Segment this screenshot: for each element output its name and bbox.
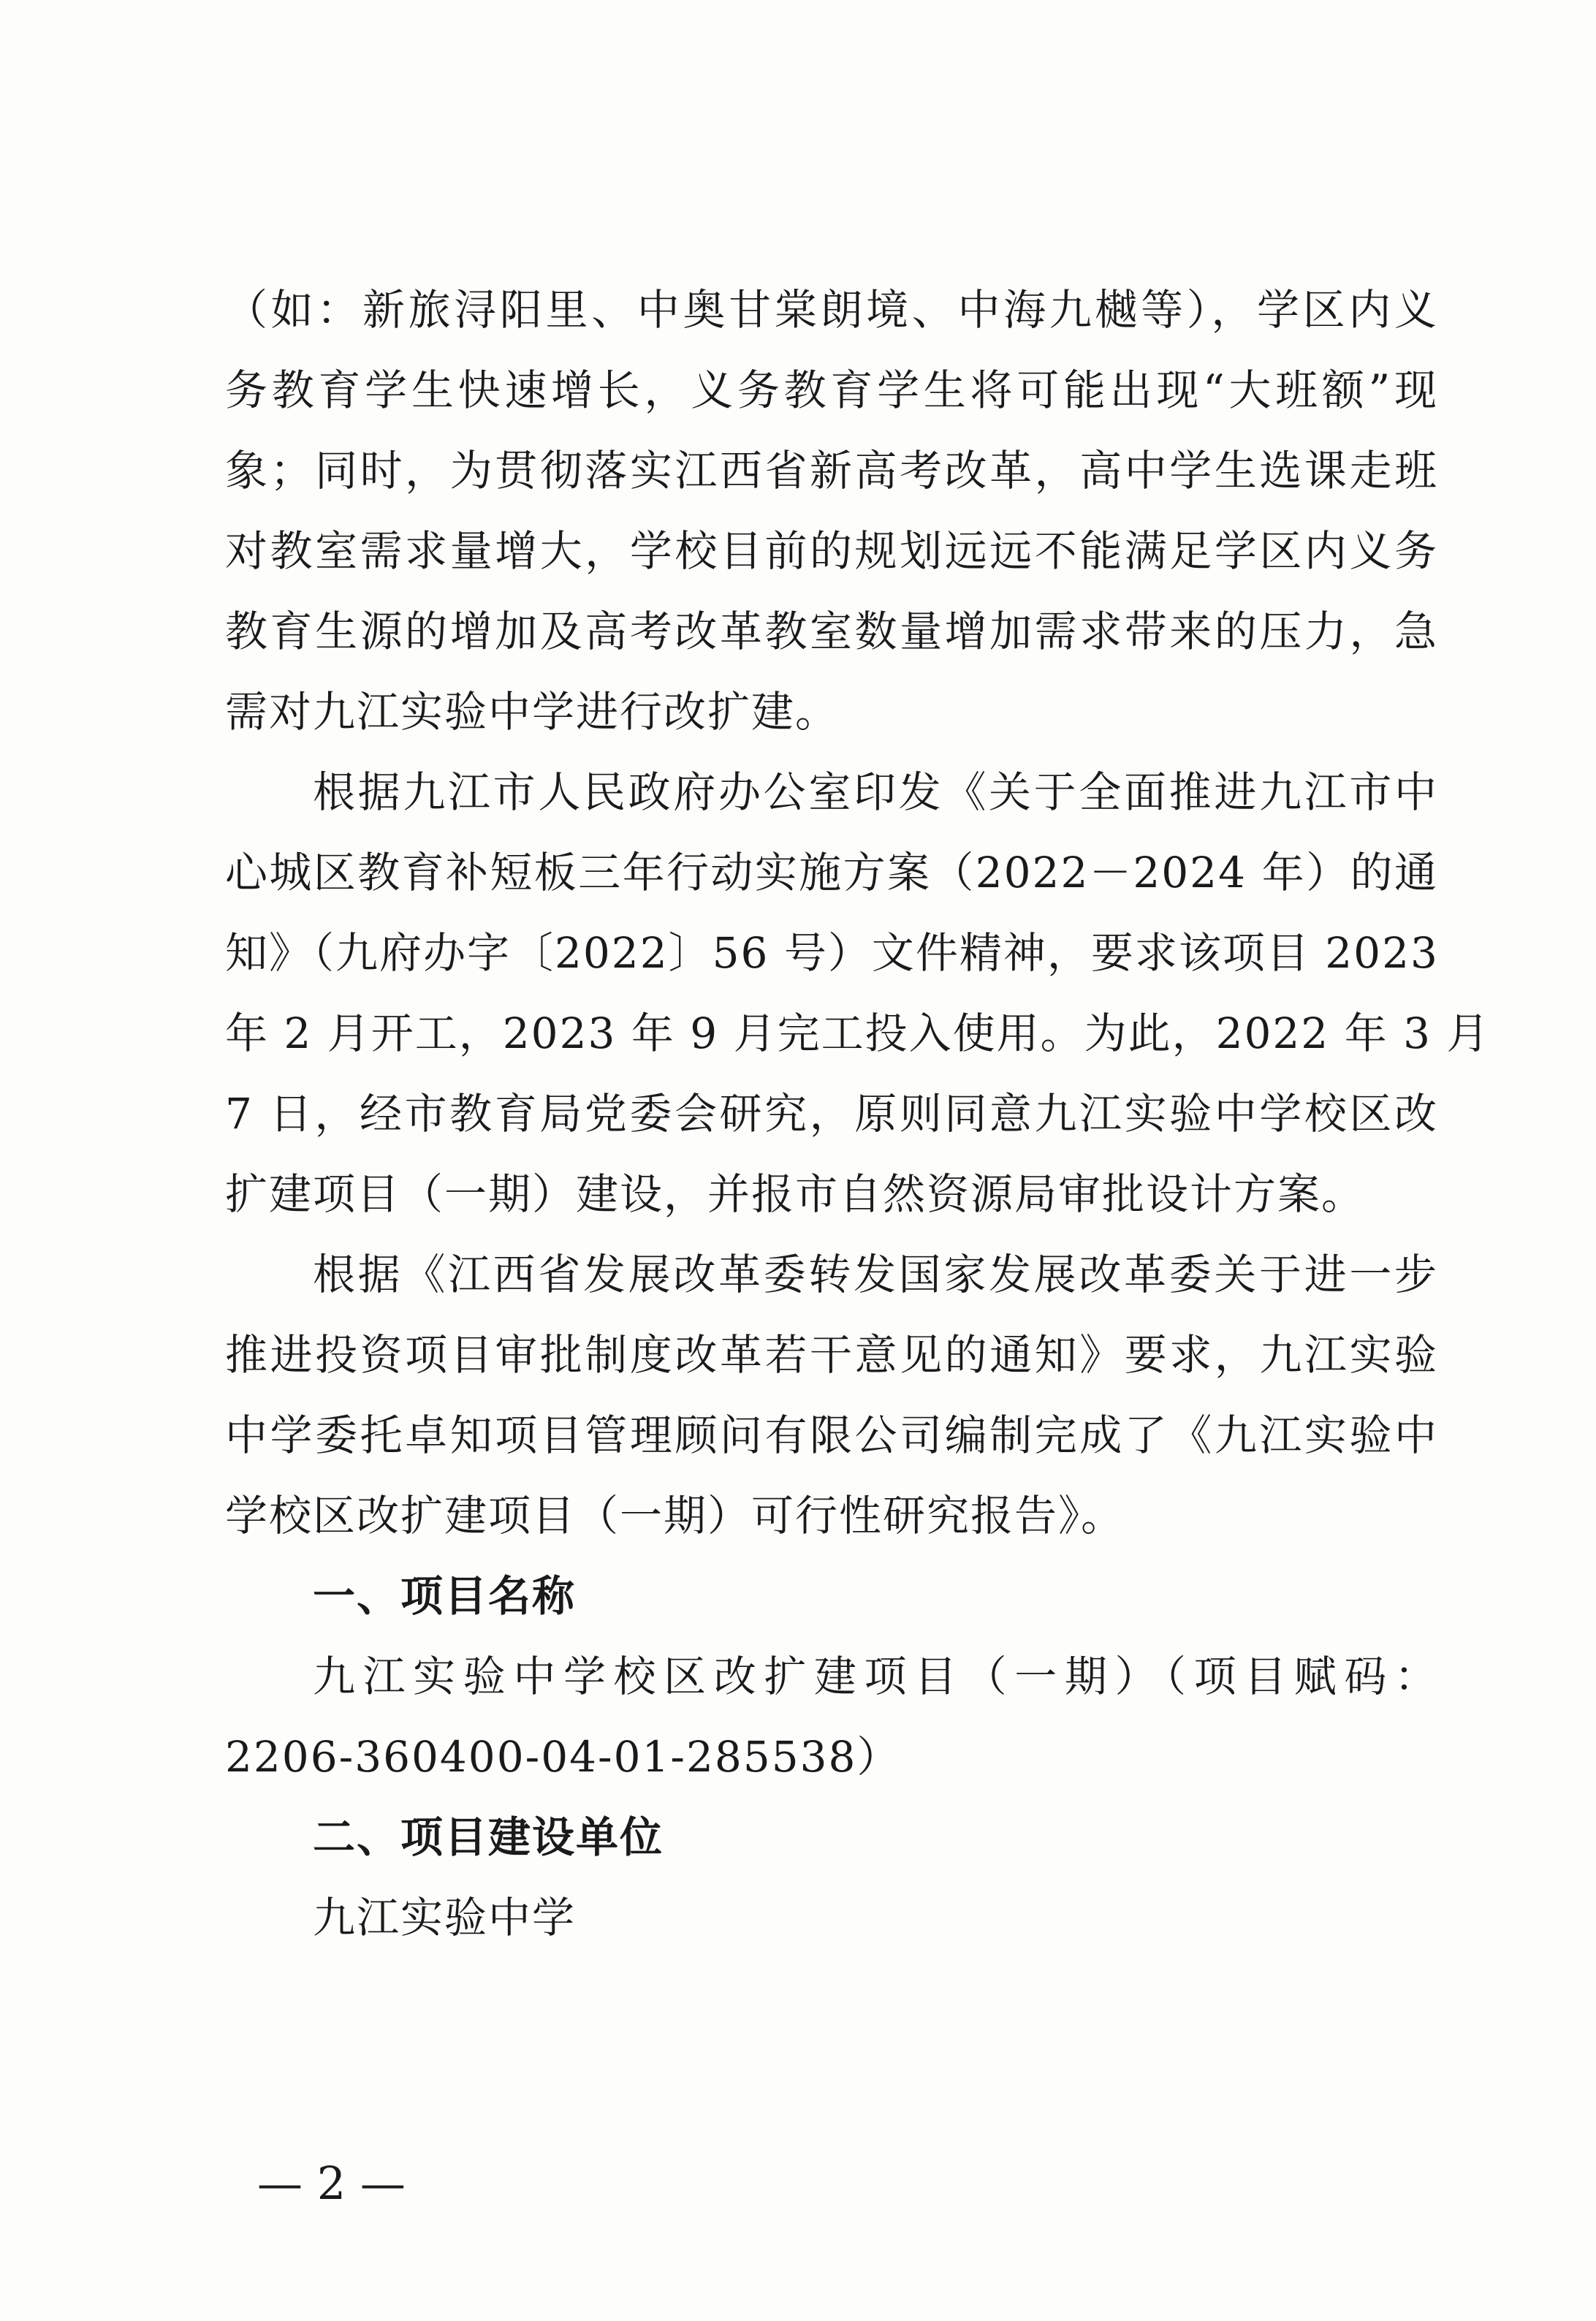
paragraph-line: 2206-360400-04-01-285538） xyxy=(225,1732,901,1782)
page-number: — 2 — xyxy=(257,2157,406,2210)
paragraph-line: 需对九江实验中学进行改扩建。 xyxy=(225,687,840,737)
paragraph-line: 九江实验中学校区改扩建项目（一期）（项目赋码： xyxy=(313,1652,1438,1701)
paragraph-line: 年 2 月开工，2023 年 9 月完工投入使用。为此，2022 年 3 月 xyxy=(225,1008,1491,1058)
paragraph-line: 象；同时，为贯彻落实江西省新高考改革，高中学生选课走班 xyxy=(225,446,1438,495)
paragraph-line: 推进投资项目审批制度改革若干意见的通知》要求，九江实验 xyxy=(225,1330,1438,1380)
paragraph-line: 扩建项目（一期）建设，并报市自然资源局审批设计方案。 xyxy=(225,1169,1366,1219)
paragraph-line: （如：新旅浔阳里、中奥甘棠朗境、中海九樾等），学区内义 xyxy=(225,285,1438,335)
paragraph-line: 7 日，经市教育局党委会研究，原则同意九江实验中学校区改 xyxy=(225,1089,1438,1139)
paragraph-line: 根据《江西省发展改革委转发国家发展改革委关于进一步 xyxy=(313,1250,1438,1299)
paragraph-line: 心城区教育补短板三年行动实施方案（2022－2024 年）的通 xyxy=(225,848,1438,897)
paragraph-line: 务教育学生快速增长，义务教育学生将可能出现“大班额”现 xyxy=(225,365,1438,415)
paragraph-line: 学校区改扩建项目（一期）可行性研究报告》。 xyxy=(225,1491,1125,1541)
paragraph-line: 知》（九府办字〔2022〕56 号）文件精神，要求该项目 2023 xyxy=(225,928,1439,978)
paragraph-line: 对教室需求量增大，学校目前的规划远远不能满足学区内义务 xyxy=(225,526,1438,576)
paragraph-line: 教育生源的增加及高考改革教室数量增加需求带来的压力，急 xyxy=(225,607,1438,656)
paragraph-line: 九江实验中学 xyxy=(313,1893,577,1942)
section-heading: 二、项目建设单位 xyxy=(313,1812,664,1862)
paragraph-line: 根据九江市人民政府办公室印发《关于全面推进九江市中 xyxy=(313,767,1438,817)
section-heading: 一、项目名称 xyxy=(313,1571,577,1621)
paragraph-line: 中学委托卓知项目管理顾问有限公司编制完成了《九江实验中 xyxy=(225,1410,1438,1460)
